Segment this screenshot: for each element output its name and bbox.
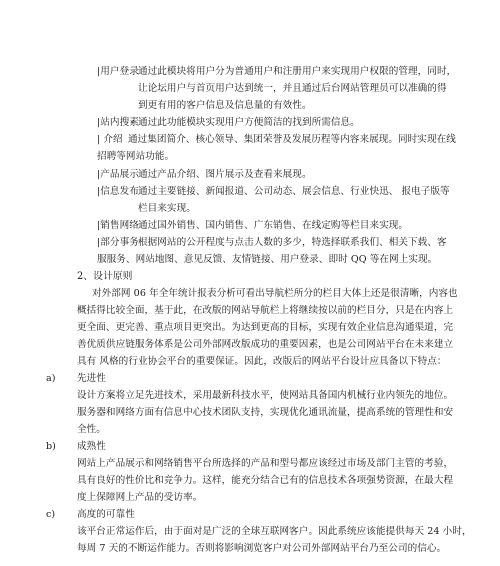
module-desc-line: 通过主要链接、新闻报道、公司动态、展会信息、行业快迅、 报电子版等: [138, 186, 450, 197]
module-desc-line: 通过此功能模块实现用户方便简洁的找到所需信息。: [138, 117, 360, 128]
module-desc-line: 通过集团简介、核心领导、集团荣誉及发展历程等内容来展现。同时实现在线: [128, 134, 456, 145]
principle-line: 该平台正常运作后，由于面对是广泛的全球互联网客户。因此系统应该能提供每天 24 小时，: [77, 526, 472, 537]
section-heading: 2、设计原则: [77, 271, 133, 282]
intro-line: 概括得比较全面，基于此，在改版的网站导航栏上将继续按以前的栏目分，只是在内容上: [77, 305, 454, 316]
principle-title: 先进性: [77, 373, 106, 384]
module-name: |用户登录: [97, 66, 139, 77]
intro-line: 对外部网 06 年全年统计报表分析可看出导航栏所分的栏目大体上还是很清晰，内容也: [92, 288, 458, 299]
module-desc-line: 让论坛用户与首页用户达到统一，并且通过后台网站管理员可以准确的得: [138, 83, 447, 94]
module-desc-continuation: 招聘等网站功能。: [97, 151, 175, 162]
principle-title: 成熟性: [77, 441, 106, 452]
principle-line: 每周 7 天的不断运作能力。否则将影响浏览客户对公司外部网站平台乃至公司的信心。: [77, 543, 447, 554]
principle-line: 度上保障网上产品的受访率。: [77, 492, 203, 503]
module-desc-line: 根据网站的公开程度与点击人数的多少，特选择联系我们、相关下载、客: [138, 237, 447, 248]
module-desc-line: 通过产品介绍、图片展示及查看来展现。: [138, 169, 312, 180]
principle-marker: c): [46, 509, 56, 520]
module-name: |信息发布: [97, 186, 139, 197]
intro-line: 更全面、更完善、重点项目更突出。为达到更高的目标，实现有效企业信息沟通渠道，完: [77, 322, 454, 333]
module-desc-line: 通过国外销售、国内销售、广东销售、在线定购等栏目来实现。: [138, 220, 409, 231]
principle-line: 具有良好的性价比和竞争力。这样，能充分结合已有的信息技术各项强势资源，在最大程: [77, 475, 454, 486]
module-desc-continuation: 服服务、网站地图、意见反馈、友情链接、用户登录、即时 QQ 等在网上实现。: [97, 254, 438, 265]
module-desc-line: 栏目来实现。: [138, 203, 196, 214]
principle-line: 设计方案将立足先进技术，采用最新科技水平，使网站具备国内机械行业内领先的地位。: [77, 390, 454, 401]
principle-line: 网站上产品展示和网络销售平台所选择的产品和型号都应该经过市场及部门主管的考验，: [77, 458, 454, 469]
module-desc-line: 通过此模块将用户分为普通用户和注册用户来实现用户权限的管理，同时，: [138, 66, 457, 77]
principle-marker: b): [46, 441, 56, 452]
intro-line: 具有 风格的行业协会平台的重要保证。因此，改版后的网站平台设计应具备以下特点：: [77, 356, 447, 367]
intro-line: 善优质供应链服务体系是公司外部网改版成功的重要因素，也是公司网站平台在未来建立: [77, 339, 454, 350]
principle-title: 高度的可靠性: [77, 509, 135, 520]
module-name: |产品展示: [97, 169, 139, 180]
module-name: |销售网络: [97, 220, 139, 231]
module-name: |部分事务: [97, 237, 139, 248]
module-name: |站内搜素: [97, 117, 139, 128]
principle-marker: a): [46, 373, 56, 384]
principle-line: 服务器和网络方面有信息中心技术团队支持，实现优化通讯流量，提高系统的管理性和安: [77, 407, 454, 418]
module-desc-line: 到更有用的客户信息及信息量的有效性。: [138, 100, 312, 111]
principle-line: 全性。: [77, 424, 106, 435]
module-name: | 介绍: [97, 134, 123, 145]
